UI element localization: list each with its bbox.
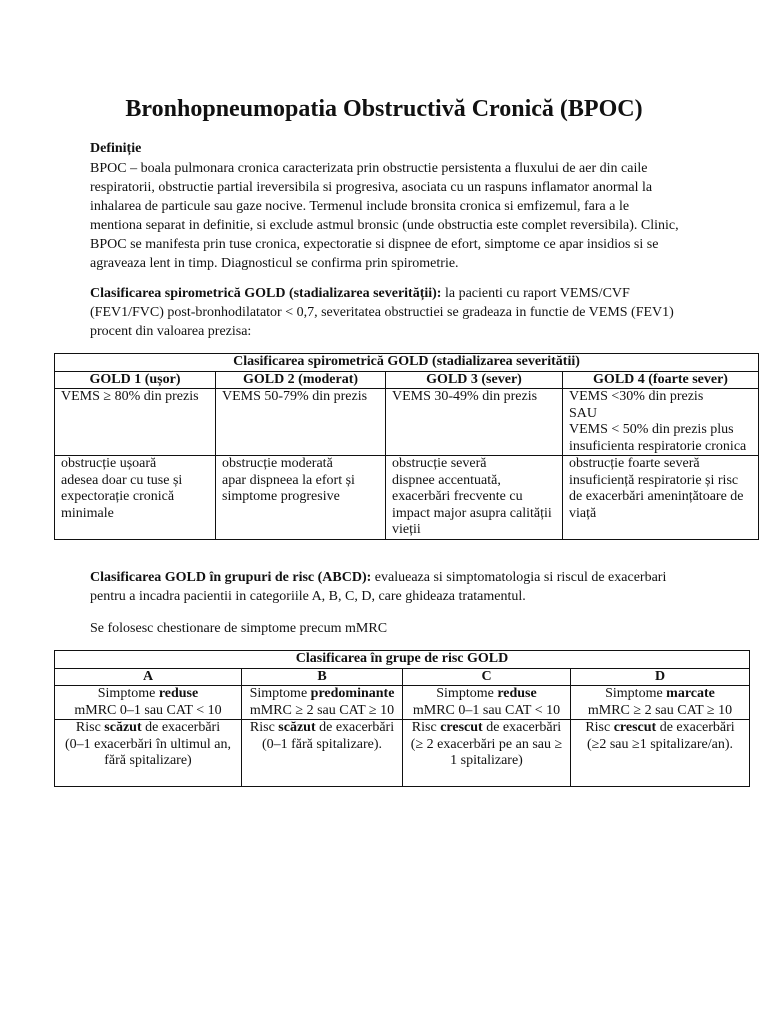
table-header-gold4: GOLD 4 (foarte sever) — [563, 371, 759, 389]
table-header-c: C — [403, 668, 571, 686]
spirometric-intro-text: la pacienti cu raport VEMS/CVF (FEV1/FVC) post-bronhodilatator < 0,7, severitatea obstructiei se gradeaza in functie de VEMS (FEV1) procent din valoarea prezisa: — [90, 286, 674, 339]
table-caption: Clasificarea spirometrică GOLD (stadializarea severitătii) — [55, 354, 759, 372]
risk-groups-intro — [90, 568, 680, 606]
table-row — [55, 456, 759, 540]
table-cell: Risc crescut de exacerbări (≥2 sau ≥1 spitalizare/an). — [571, 720, 750, 787]
definition-text: BPOC – boala pulmonara cronica caracterizata prin obstructie persistenta a fluxului de aer din caile respiratorii, obstructie partial ireversibila si progresiva, asociata cu un raspuns inflamator anormal la inhalarea de particule sau gaze nocive. Termenul include bronsita cronica si emfizemul, fara a le mentiona separat in definitie, si exclude astmul bronsic (unde obstructia este complet reversibila). Clinic, BPOC se manifesta prin tuse cronica, expectoratie si dispnee de efort, simptome ce apar insidios si se agraveaza lent in timp. Diagnosticul se confirma prin spirometrie. — [90, 160, 679, 271]
table-cell: VEMS <30% din prezis SAU VEMS < 50% din prezis plus insuficienta respiratorie cronica — [563, 389, 759, 456]
table-header-b: B — [242, 668, 403, 686]
table-row — [55, 686, 750, 720]
risk-groups-note: Se folosesc chestionare de simptome precum mMRC — [90, 621, 388, 636]
table-cell: Risc crescut de exacerbări (≥ 2 exacerbări pe an sau ≥ 1 spitalizare) — [403, 720, 571, 787]
table-row — [55, 389, 759, 456]
table-cell: Risc scăzut de exacerbări (0–1 fără spitalizare). — [242, 720, 403, 787]
table-header-gold1: GOLD 1 (ușor) — [55, 371, 216, 389]
table-cell: Simptome marcate mMRC ≥ 2 sau CAT ≥ 10 — [571, 686, 750, 720]
table-cell: obstrucție ușoară adesea doar cu tuse și expectorație cronică minimale — [55, 456, 216, 540]
spirometric-intro — [90, 284, 680, 341]
table-cell: Risc scăzut de exacerbări (0–1 exacerbări în ultimul an, fără spitalizare) — [55, 720, 242, 787]
table-cell: VEMS ≥ 80% din prezis — [55, 389, 216, 456]
table-row — [55, 720, 750, 787]
page-title: Bronhopneumopatia Obstructivă Cronică (BPOC) — [125, 96, 643, 122]
gold-spirometric-table — [54, 353, 759, 540]
definition-heading: Definiție — [90, 141, 142, 156]
table-cell: Simptome predominante mMRC ≥ 2 sau CAT ≥ 10 — [242, 686, 403, 720]
table-cell: obstrucție severă dispnee accentuată, exacerbări frecvente cu impact major asupra calității vieții — [386, 456, 563, 540]
table-cell: obstrucție foarte severă insuficiență respiratorie și risc de exacerbări amenințătoare de viață — [563, 456, 759, 540]
table-cell: VEMS 30-49% din prezis — [386, 389, 563, 456]
definition-section — [90, 139, 680, 273]
table-header-gold3: GOLD 3 (sever) — [386, 371, 563, 389]
table-cell: Simptome reduse mMRC 0–1 sau CAT < 10 — [403, 686, 571, 720]
table-header-a: A — [55, 668, 242, 686]
risk-groups-intro-text: evalueaza si simptomatologia si riscul de exacerbari pentru a incadra pacientii in categoriile A, B, C, D, care ghideaza tratamentul. — [90, 570, 667, 604]
risk-groups-intro-bold: Clasificarea GOLD în grupuri de risc (ABCD): — [90, 570, 372, 585]
table-caption: Clasificarea în grupe de risc GOLD — [55, 651, 750, 669]
gold-risk-groups-table — [54, 650, 750, 787]
table-cell: Simptome reduse mMRC 0–1 sau CAT < 10 — [55, 686, 242, 720]
table-cell: VEMS 50-79% din prezis — [216, 389, 386, 456]
table-cell: obstrucție moderată apar dispneea la efort și simptome progresive — [216, 456, 386, 540]
spirometric-intro-bold: Clasificarea spirometrică GOLD (stadializarea severității): — [90, 286, 442, 301]
table-header-gold2: GOLD 2 (moderat) — [216, 371, 386, 389]
table-header-d: D — [571, 668, 750, 686]
